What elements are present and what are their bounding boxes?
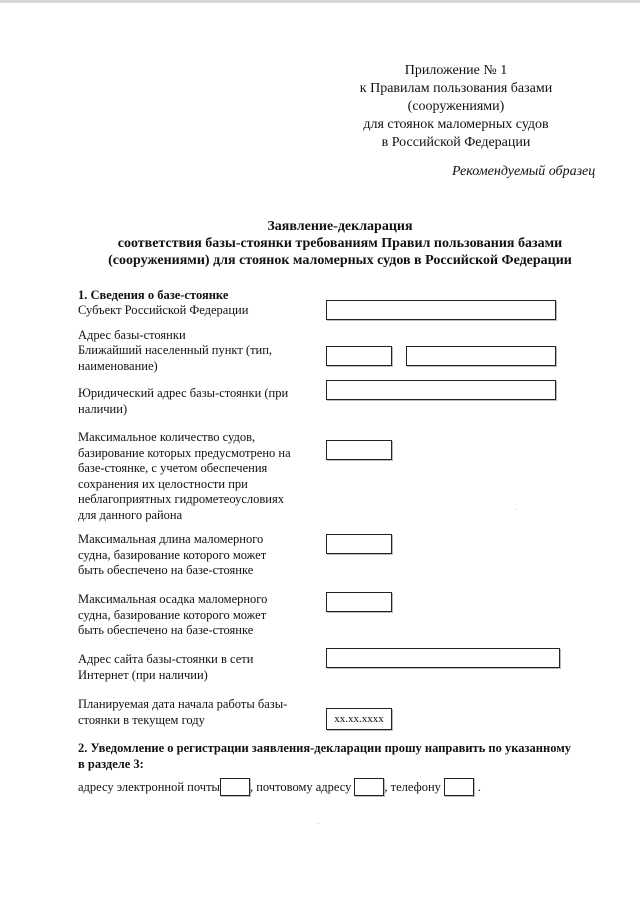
top-edge-rule [0, 0, 640, 3]
email-option-label: адресу электронной почты [78, 779, 220, 794]
appendix-header [340, 62, 572, 152]
max-length-field[interactable] [326, 534, 392, 554]
website-label: Адрес сайта базы-стоянки в сети Интернет (при наличии) [78, 652, 254, 682]
settlement-type-field[interactable] [326, 346, 392, 366]
max-draft-label: Максимальная осадка маломерного судна, базирование которого может быть обеспечено на базе-стоянке [78, 592, 268, 637]
title-line-3: (сооружениями) для стоянок маломерных судов в Российской Федерации [108, 253, 572, 268]
appendix-structures: (сооружениями) [407, 99, 505, 114]
max-draft-field[interactable] [326, 592, 392, 612]
max-length-label: Максимальная длина маломерного судна, базирование которого может быть обеспечено на базе-стоянке [78, 532, 267, 577]
legal-address-field[interactable] [326, 380, 556, 400]
start-date-field[interactable]: хх.хх.хххх [326, 708, 392, 730]
line-end-period: . [477, 779, 482, 794]
max-vessels-field[interactable] [326, 440, 392, 460]
address-heading: Адрес базы-стоянки [78, 328, 186, 342]
document-title [70, 218, 610, 269]
phone-option-label: , телефону [384, 779, 441, 794]
post-option-label: , почтовому адресу [249, 779, 352, 794]
email-checkbox[interactable] [220, 778, 250, 796]
subject-label: Субъект Российской Федерации [78, 303, 249, 317]
max-vessels-label: Максимальное количество судов, базирование которых предусмотрено на базе-стоянке, с учетом обеспечения сохранения их целостности при неблагоприятных гидрометеоусловиях для данного района [78, 430, 291, 522]
notification-options [78, 778, 481, 796]
title-line-1: Заявление-декларация [267, 219, 413, 234]
phone-checkbox[interactable] [444, 778, 474, 796]
section1-heading: 1. Сведения о базе-стоянке [78, 288, 229, 302]
section2-heading: 2. Уведомление о регистрации заявления-декларации прошу направить по указанному в разделе 3: [78, 741, 571, 771]
scan-speck [318, 823, 319, 824]
scan-speck [516, 509, 517, 510]
recommended-sample: Рекомендуемый образец [452, 164, 596, 179]
appendix-rules: к Правилам пользования базами [359, 81, 553, 96]
settlement-label: Ближайший населенный пункт (тип, наименование) [78, 343, 273, 373]
appendix-number: Приложение № 1 [404, 63, 508, 78]
legal-address-label: Юридический адрес базы-стоянки (при наличии) [78, 386, 289, 416]
appendix-country: в Российской Федерации [381, 135, 531, 150]
subject-field[interactable] [326, 300, 556, 320]
settlement-name-field[interactable] [406, 346, 556, 366]
website-field[interactable] [326, 648, 560, 668]
post-checkbox[interactable] [354, 778, 384, 796]
start-date-label: Планируемая дата начала работы базы- стоянки в текущем году [78, 697, 288, 727]
appendix-vessels: для стоянок маломерных судов [363, 117, 549, 132]
title-line-2: соответствия базы-стоянки требованиям Правил пользования базами [117, 236, 563, 251]
